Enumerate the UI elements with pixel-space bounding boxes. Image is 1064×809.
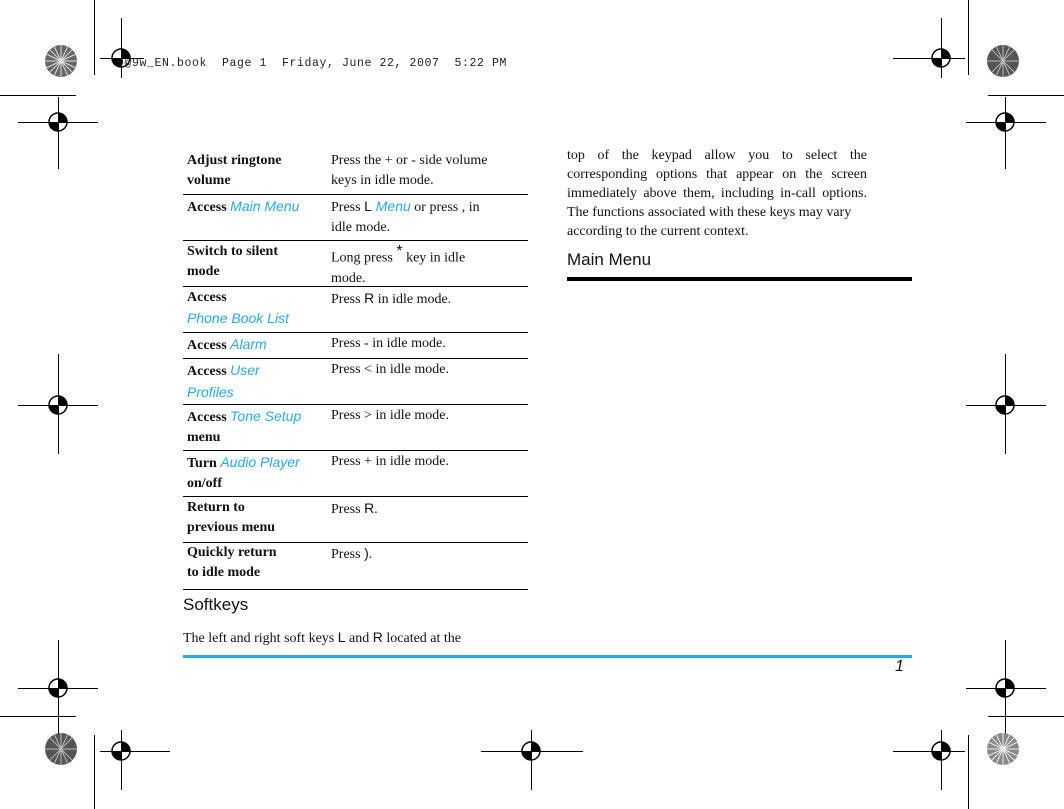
section-heading-softkeys: Softkeys (183, 595, 249, 614)
registration-mark-icon (45, 392, 71, 418)
table-divider (183, 404, 528, 405)
softkeys-paragraph: The left and right soft keys L and R located at the (183, 629, 462, 646)
footer-rule (183, 655, 912, 658)
registration-mark-icon (518, 738, 544, 764)
starburst-target-icon (986, 732, 1020, 766)
table-divider (183, 332, 528, 333)
page-number: 1 (895, 658, 904, 675)
row-action: Access Phone Book List (187, 290, 289, 326)
registration-mark-icon (45, 109, 71, 135)
table-divider (183, 450, 528, 451)
row-instruction: Press - in idle mode. (331, 336, 446, 351)
row-action: Return to previous menu (187, 500, 276, 535)
row-action: Quickly return to idle mode (187, 545, 277, 580)
table-row (183, 196, 528, 238)
table-row (183, 543, 528, 585)
registration-mark-icon (992, 675, 1018, 701)
table-row (183, 452, 528, 494)
row-instruction: Long press * key in idle mode. (331, 243, 466, 286)
starburst-target-icon (44, 732, 78, 766)
registration-mark-icon (992, 109, 1018, 135)
table-row (183, 288, 528, 330)
row-instruction: Press L Menu or press , in idle mode. (331, 198, 480, 235)
row-instruction: Press the + or - side volume keys in idle mode. (331, 153, 488, 188)
registration-mark-icon (108, 738, 134, 764)
table-row (183, 242, 528, 284)
softkeys-paragraph-continued: top of the keypad allow you to select the corresponding options that appear on the screen immediately above them, including in-call options. The functions associated with these keys may vary according to the current context. (567, 148, 867, 239)
registration-mark-icon (992, 392, 1018, 418)
row-instruction: Press < in idle mode. (331, 362, 449, 377)
starburst-target-icon (986, 44, 1020, 78)
registration-mark-icon (928, 738, 954, 764)
row-instruction: Press + in idle mode. (331, 454, 449, 469)
row-action: Switch to silent mode (187, 244, 278, 279)
table-divider (183, 589, 528, 590)
row-instruction: Press ). (331, 545, 373, 562)
section-heading-main-menu: Main Menu (567, 250, 652, 269)
table-row (183, 406, 528, 448)
row-instruction: Press R in idle mode. (331, 290, 452, 307)
registration-mark-icon (45, 675, 71, 701)
table-row (183, 498, 528, 540)
starburst-target-icon (44, 44, 78, 78)
row-instruction: Press R. (331, 500, 378, 517)
row-action: Access Alarm (187, 336, 267, 353)
table-divider (183, 358, 528, 359)
table-divider (183, 496, 528, 497)
print-header-stamp: 9@9w_EN.book Page 1 Friday, June 22, 2007 5:22 PM (117, 57, 508, 70)
row-action: Access Tone Setup menu (187, 408, 302, 445)
table-divider (183, 240, 528, 241)
row-action: Adjust ringtone volume (187, 153, 282, 188)
registration-mark-icon (928, 45, 954, 71)
table-row (183, 334, 528, 356)
row-action: Access Main Menu (187, 198, 300, 215)
table-row (183, 360, 528, 402)
row-instruction: Press > in idle mode. (331, 408, 449, 423)
table-row (183, 151, 528, 193)
heading-rule (567, 277, 912, 281)
table-divider (183, 194, 528, 195)
row-action: Access User Profiles (187, 362, 260, 400)
row-action: Turn Audio Player on/off (187, 454, 300, 491)
